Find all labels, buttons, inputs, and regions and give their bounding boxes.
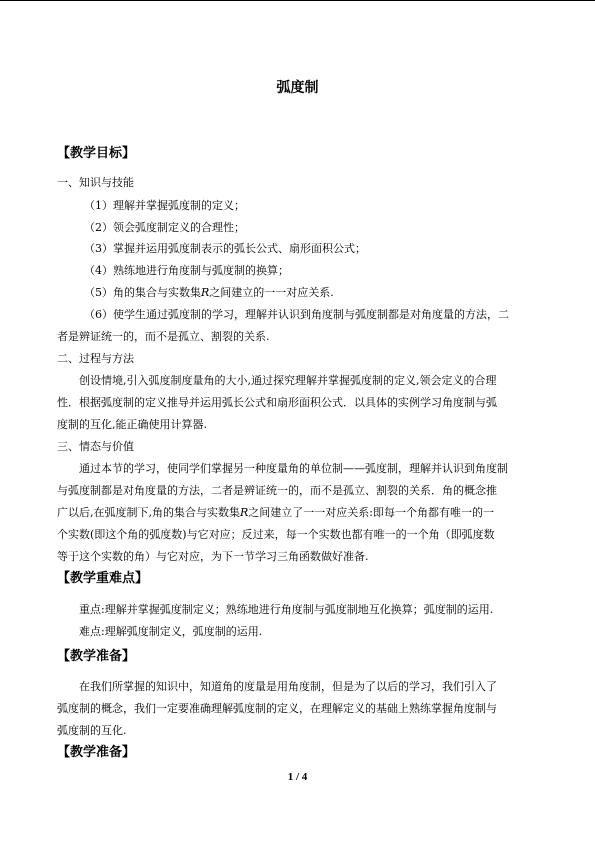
- subheading-knowledge: 一、知识与技能: [57, 176, 134, 189]
- math-variable: R: [201, 286, 210, 299]
- section-heading-preparation-2: 【教学准备】: [57, 745, 136, 760]
- values-line-2: 与弧度制都是对角度量的方法，二者是辨证统一的，而不是孤立、割裂的关系．角的概念推: [57, 484, 497, 497]
- subheading-values: 三、情态与价值: [57, 440, 134, 453]
- goal-item-5: （5）角的集合与实数集R之间建立的一一对应关系.: [84, 286, 334, 299]
- values-line-3: 广以后,在弧度制下,角的集合与实数集R之间建立了一一对应关系:即每一个角都有唯一的一: [57, 506, 495, 519]
- document-title: 弧度制: [276, 80, 319, 96]
- values-line-5: 等于这个实数的角）与它对应，为下一节学习三角函数做好准备.: [57, 550, 369, 563]
- process-line-2: 性．根据弧度制的定义推导并运用弧长公式和扇形面积公式．以具体的实例学习角度制与弧: [57, 396, 497, 409]
- difficulty-line: 难点:理解弧度制定义，弧度制的运用.: [79, 625, 263, 638]
- values-line-4: 个实数(即这个角的弧度数)与它对应；反过来，每一个实数也都有唯一的一个角（即弧度数: [57, 528, 495, 541]
- process-line-1: 创设情境,引入弧度制度量角的大小,通过探究理解并掌握弧度制的定义,领会定义的合理: [79, 374, 497, 387]
- goal-item-3: （3）掌握并运用弧度制表示的弧长公式、扇形面积公式；: [84, 242, 366, 255]
- page-number: 1 / 4: [287, 771, 308, 783]
- goal-item-1: （1）理解并掌握弧度制的定义；: [84, 199, 245, 212]
- preparation-line-3: 弧度制的互化.: [57, 724, 127, 737]
- goal-item-6-line-2: 者是辨证统一的，而不是孤立、割裂的关系.: [57, 330, 270, 343]
- values-line-1: 通过本节的学习，使同学们掌握另一种度量角的单位制——弧度制，理解并认识到角度制: [79, 462, 508, 475]
- section-heading-goals: 【教学目标】: [57, 146, 136, 161]
- key-point-line: 重点:理解并掌握弧度制定义；熟练地进行角度制与弧度制地互化换算；弧度制的运用.: [79, 603, 494, 616]
- section-heading-preparation: 【教学准备】: [57, 649, 136, 664]
- subheading-process: 二、过程与方法: [57, 352, 134, 365]
- preparation-line-2: 弧度制的概念，我们一定要准确理解弧度制的定义，在理解定义的基础上熟练掌握角度制与: [57, 702, 497, 715]
- process-line-3: 度制的互化,能正确使用计算器.: [57, 418, 207, 431]
- math-variable: R: [240, 506, 249, 519]
- preparation-line-1: 在我们所掌握的知识中，知道角的度量是用角度制，但是为了以后的学习，我们引入了: [79, 680, 497, 693]
- goal-item-2: （2）领会弧度制定义的合理性；: [84, 221, 245, 234]
- section-heading-key-points: 【教学重难点】: [57, 571, 149, 586]
- goal-item-4: （4）熟练地进行角度制与弧度制的换算；: [84, 264, 289, 277]
- page-top-border: [0, 0, 595, 1]
- goal-item-6-line-1: （6）使学生通过弧度制的学习，理解并认识到角度制与弧度制都是对角度量的方法，二: [84, 308, 509, 321]
